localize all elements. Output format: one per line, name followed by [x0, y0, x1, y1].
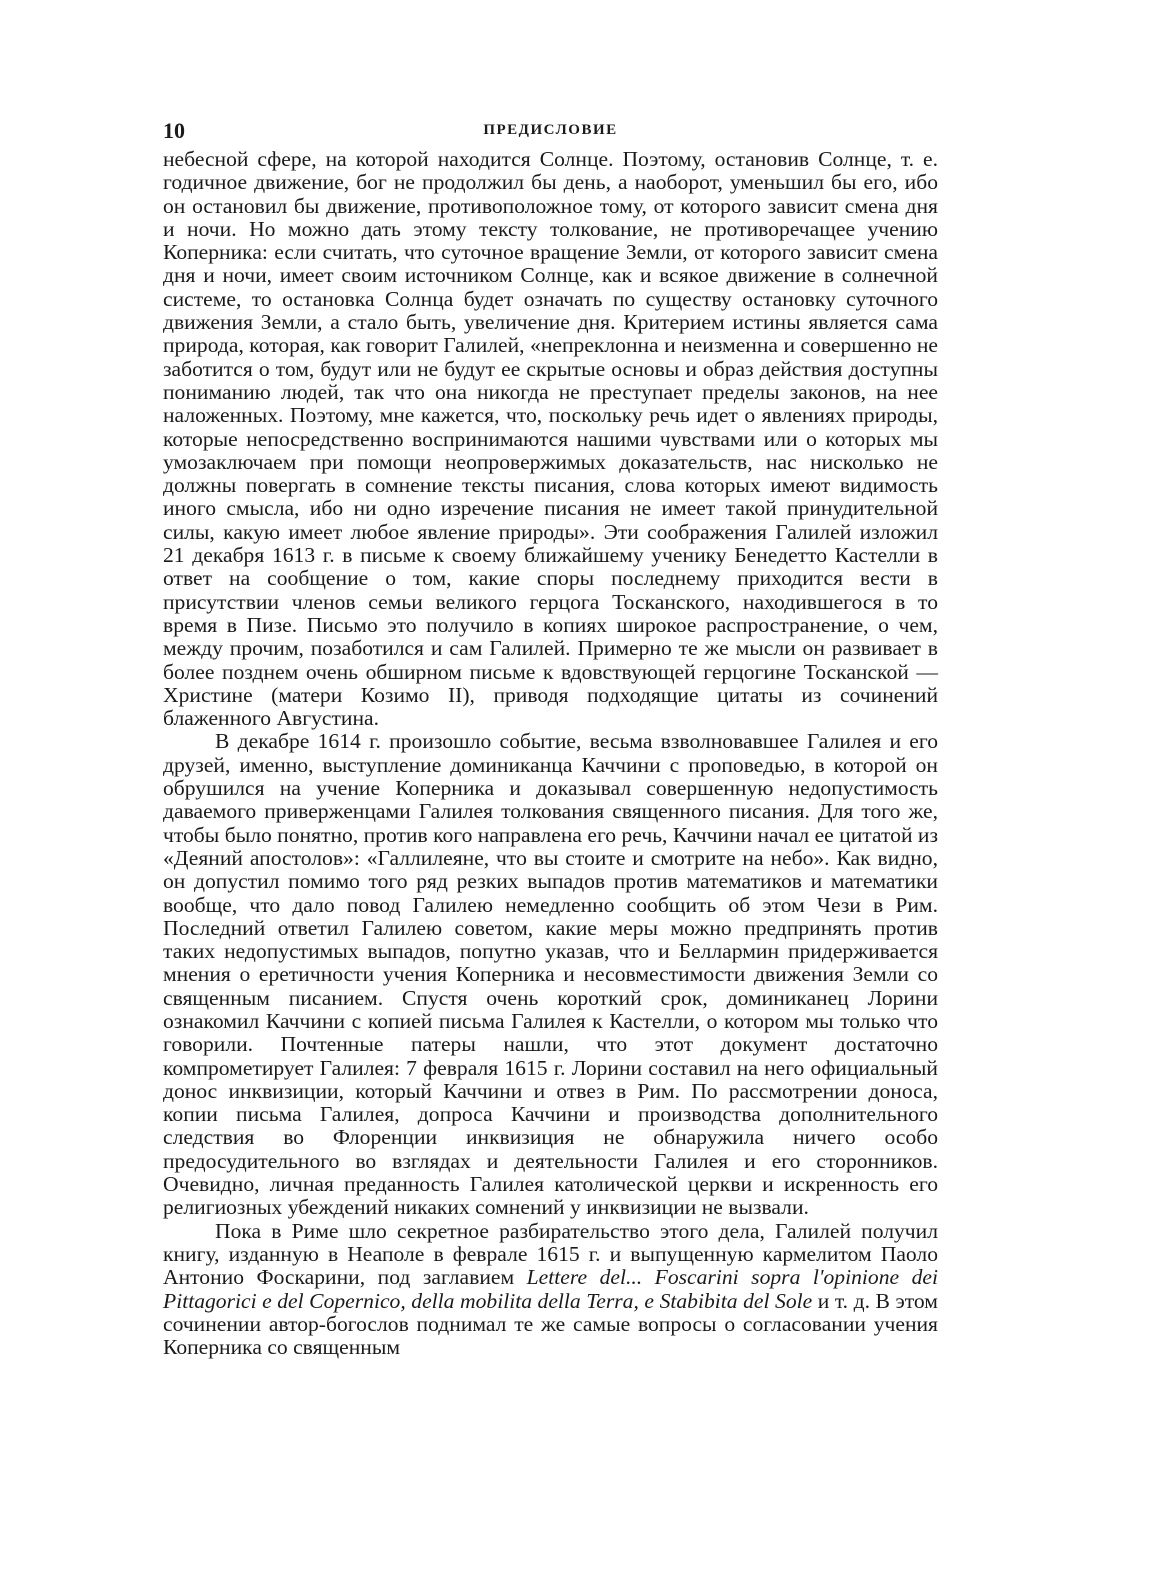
page-number: 10 — [163, 118, 185, 143]
running-head-title: ПРЕДИСЛОВИЕ — [483, 122, 618, 138]
book-title-italic: Lettere del... Foscarini sopra l'opinione dei Pittagorici e del Copernico, della mobilita della Terra, e Stabibita del Sole — [163, 1265, 938, 1313]
paragraph-2: В декабре 1614 г. произошло событие, весьма взволновавшее Галилея и его друзей, именно, выступление доминиканца Каччини с проповедью, в которой он обрушился на учение Коперника и доказывал совершенную недопустимость даваемого приверженцами Галилея толкования священного писания. Для того же, чтобы было понятно, против кого направлена его речь, Каччини начал ее цитатой из «Деяний апостолов»: «Галлилеяне, что вы стоите и смотрите на небо». Как видно, он допустил помимо того ряд резких выпадов против математиков и математики вообще, что дало повод Галилею немедленно сообщить об этом Чези в Рим. Последний ответил Галилею советом, какие меры можно предпринять против таких недопустимых выпадов, попутно указав, что и Беллармин придерживается мнения о еретичности учения Коперника и несовместимости движения Земли со священным писанием. Спустя очень короткий срок, доминиканец Лорини ознакомил Каччини с копией письма Галилея к Кастелли, о котором мы только что говорили. Почтенные патеры нашли, что этот документ достаточно компрометирует Галилея: 7 февраля 1615 г. Лорини составил на него официальный донос инквизиции, который Каччини и отвез в Рим. По рассмотрении доноса, копии письма Галилея, допроса Каччини и производства дополнительного следствия во Флоренции инквизиция не обнаружила ничего особо предосудительного во взглядах и деятельности Галилея и его сторонников. Очевидно, личная преданность Галилея католической церкви и искренность его религиозных убеждений никаких сомнений у инквизиции не вызвали. — [163, 729, 938, 1220]
paragraph-1: небесной сфере, на которой находится Солнце. Поэтому, остановив Солнце, т. е. годичное движение, бог не продолжил бы день, а наоборот, уменьшил бы его, ибо он остановил бы движение, противоположное тому, от которого зависит смена дня и ночи. Но можно дать этому тексту толкование, не противоречащее учению Коперника: если считать, что суточное вращение Земли, от которого зависит смена дня и ночи, имеет своим источником Солнце, как и всякое движение в солнечной системе, то остановка Солнца будет означать по существу остановку суточного движения Земли, а стало быть, увеличение дня. Критерием истины является сама природа, которая, как говорит Галилей, «непреклонна и неизменна и совершенно не заботится о том, будут или не будут ее скрытые основы и образ действия доступны пониманию людей, так что она никогда не преступает пределы законов, на нее наложенных. Поэтому, мне кажется, что, поскольку речь идет о явлениях природы, которые непосредственно воспринимаются нашими чувствами или о которых мы умозаключаем при помощи неопровержимых доказательств, нас нисколько не должны повергать в сомнение тексты писания, слова которых имеют видимость иного смысла, ибо ни одно изречение писания не имеет такой принудительной силы, какую имеет любое явление природы». Эти соображения Галилей изложил 21 декабря 1613 г. в письме к своему ближайшему ученику Бенедетто Кастелли в ответ на сообщение о том, какие споры последнему приходится вести в присутствии членов семьи великого герцога Тосканского, находившегося в то время в Пизе. Письмо это получило в копиях широкое распространение, о чем, между прочим, позаботился и сам Галилей. Примерно те же мысли он развивает в более позднем очень обширном письме к вдовствующей герцогине Тосканской — Христине (матери Козимо II), приводя подходящие цитаты из сочинений блаженного Августина. — [163, 147, 938, 731]
paragraph-3 — [163, 1220, 938, 1360]
book-page — [163, 118, 938, 1359]
paragraph-3-start: Пока в Риме шло секретное разбирательство этого дела, Галилей получил книгу, изданную в Неаполе в феврале 1615 г. и выпущенную кармелитом Паоло Антонио Фоскарини, под заглавием — [163, 1218, 938, 1290]
body-text — [163, 148, 938, 1359]
paragraph-3-end: и т. д. В этом сочинении автор-богослов поднимал те же самые вопросы о согласовании учения Коперника со священным — [163, 1288, 938, 1360]
running-head — [163, 118, 938, 148]
